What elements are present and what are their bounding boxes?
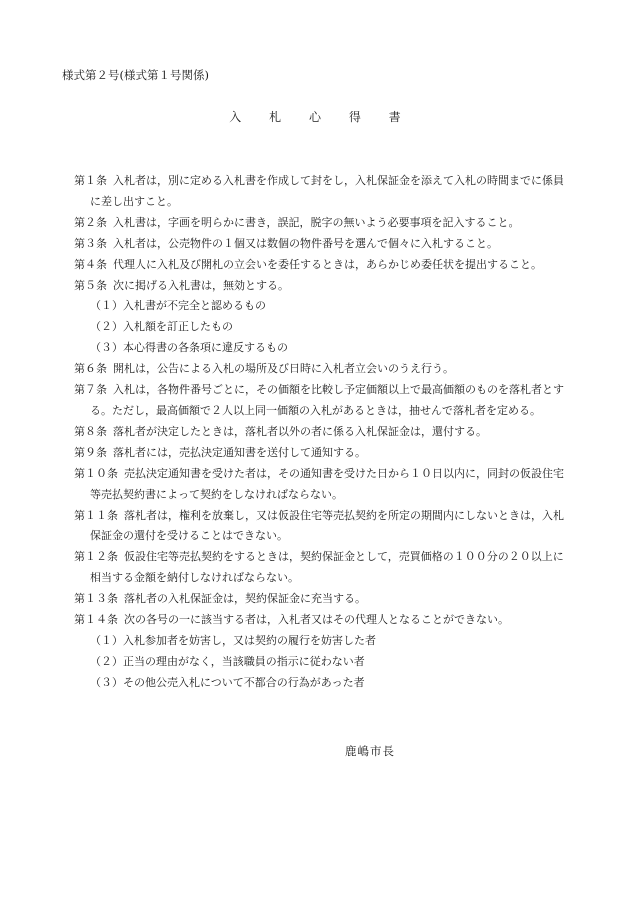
- signature: 鹿嶋市長: [345, 744, 395, 758]
- article-number: 第２条: [74, 215, 107, 229]
- article-number: 第３条: [74, 236, 107, 250]
- title-char: 札: [269, 110, 282, 124]
- article-text: 売払決定通知書を受けた者は，その通知書を受けた日から１０日以内に，同封の仮設住宅等売払契約書によって契約をしなければならない。: [90, 466, 564, 501]
- article-number: 第５条: [74, 278, 107, 292]
- article-number: 第１３条: [74, 592, 118, 606]
- article-text: 代理人に入札及び開札の立会いを委任するときは，あらかじめ委任状を提出すること。: [113, 257, 542, 271]
- article-number: 第１１条: [74, 508, 118, 522]
- article-text: 入札者は，別に定める入札書を作成して封をし，入札保証金を添えて入札の時間までに係員に差し出すこと。: [90, 174, 564, 208]
- article: [74, 359, 574, 380]
- article: [74, 464, 574, 506]
- document-title: [0, 108, 630, 125]
- article: [74, 610, 574, 631]
- title-char: 入: [229, 110, 242, 124]
- article-number: 第１４条: [74, 613, 118, 627]
- article-text: 落札者は，権利を放棄し，又は仮設住宅等売払契約を所定の期間内にしないときは，入札保証金の還付を受けることはできない。: [90, 508, 564, 543]
- article-item: （１）入札書が不完全と認めるもの: [90, 299, 266, 313]
- article-item: （３）その他公売入札について不都合の行為があった者: [90, 675, 365, 689]
- article: [74, 422, 574, 443]
- article-text: 入札書は，字画を明らかに書き，誤記，脱字の無いよう必要事項を記入すること。: [113, 215, 520, 229]
- article-number: 第１条: [74, 174, 107, 187]
- article-number: 第８条: [74, 424, 107, 438]
- article-text: 次の各号の一に該当する者は，入札者又はその代理人となることができない。: [124, 613, 509, 627]
- title-char: 得: [348, 110, 361, 124]
- article-item: （２）正当の理由がなく，当該職員の指示に従わない者: [90, 654, 365, 668]
- article: [74, 276, 574, 297]
- article-number: 第７条: [74, 383, 107, 397]
- article: [74, 380, 574, 422]
- article-number: 第１０条: [74, 466, 118, 480]
- article: [74, 213, 574, 234]
- article: [74, 506, 574, 548]
- article-text: 落札者が決定したときは，落札者以外の者に係る入札保証金は，還付する。: [113, 424, 487, 438]
- article-item: （１）入札参加者を妨害し，又は契約の履行を妨害した者: [90, 633, 376, 647]
- article: [74, 234, 574, 255]
- article-text: 落札者の入札保証金は，契約保証金に充当する。: [124, 592, 366, 606]
- article-text: 開札は，公告による入札の場所及び日時に入札者立会いのうえ行う。: [113, 362, 454, 376]
- article-number: 第６条: [74, 362, 107, 376]
- title-char: 心: [308, 110, 321, 124]
- article-number: 第４条: [74, 257, 107, 271]
- article-text: 入札者は，公売物件の１個又は数個の物件番号を選んで個々に入札すること。: [113, 236, 498, 250]
- article: [74, 589, 574, 610]
- article: [74, 171, 574, 213]
- title-char: 書: [388, 110, 401, 124]
- article: [74, 255, 574, 276]
- article-text: 落札者には，売払決定通知書を送付して通知する。: [113, 445, 366, 459]
- article: [74, 443, 574, 464]
- article-list: [74, 171, 574, 694]
- article-text: 次に掲げる入札書は，無効とする。: [113, 278, 289, 292]
- form-label: 様式第２号(様式第１号関係): [62, 68, 209, 82]
- article-text: 仮設住宅等売払契約をするときは，契約保証金として，売買価格の１００分の２０以上に相当する金額を納付しなければならない。: [90, 550, 564, 585]
- article: [74, 547, 574, 589]
- article-number: 第９条: [74, 445, 107, 459]
- article-item: （３）本心得書の各条項に違反するもの: [90, 341, 288, 355]
- article-text: 入札は，各物件番号ごとに，その価額を比較し予定価額以上で最高価額のものを落札者とする。ただし，最高価額で２人以上同一価額の入札があるときは，抽せんで落札者を定める。: [90, 383, 564, 417]
- article-item: （２）入札額を訂正したもの: [90, 320, 233, 334]
- article-number: 第１２条: [74, 550, 118, 564]
